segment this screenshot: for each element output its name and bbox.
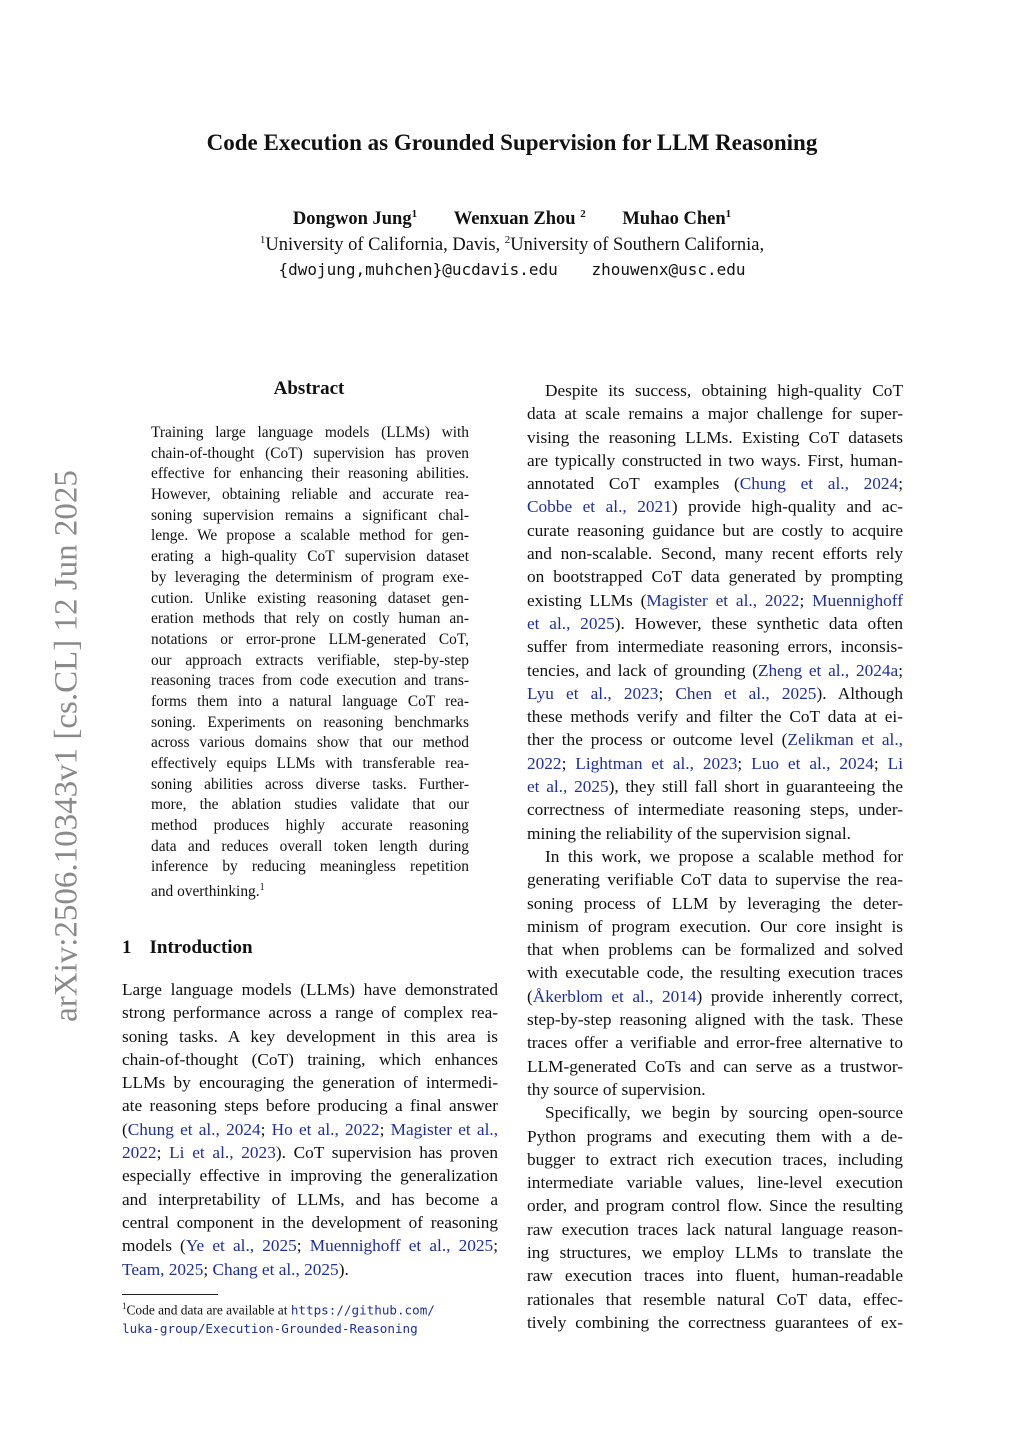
abstract-line: soning abilities across diverse tasks. Further- (151, 775, 469, 793)
abstract-line: inference by reducing meaningless repetition (151, 858, 469, 876)
citation-link[interactable]: Ye et al., 2025 (185, 1236, 297, 1256)
abstract-line: and overthinking.$^1$ (151, 882, 265, 901)
arxiv-stamp: arXiv:2506.10343v1 [cs.CL] 12 Jun 2025 (48, 470, 85, 1022)
body-line: and non-scalable. Second, many recent efforts rely (527, 544, 903, 564)
citation-link[interactable]: Team, 2025 (122, 1259, 204, 1279)
body-line: Despite its success, obtaining high-quality CoT (545, 381, 903, 400)
abstract-line: effectively equips LLMs with transferable rea- (151, 755, 469, 772)
footnote-rule (122, 1294, 218, 1295)
intro-line: central component in the development of reasoning (122, 1212, 498, 1232)
abstract-body (151, 423, 469, 899)
abstract-line: lenge. We propose a scalable method for gen- (151, 527, 469, 545)
citation-link[interactable]: Chung et al., 2024 (127, 1119, 261, 1139)
author-3: Muhao Chen$^1$ (622, 208, 732, 230)
intro-line: especially effective in improving the generalization (122, 1166, 498, 1186)
body-line: vising the reasoning LLMs. Existing CoT datasets (527, 427, 903, 447)
body-line: soning process of LLM by leveraging the deter- (527, 893, 903, 913)
section-heading-introduction: 1 Introduction (122, 937, 253, 958)
body-line: Specifically, we begin by sourcing open-source (545, 1103, 903, 1123)
body-line: thy source of supervision. (527, 1079, 706, 1099)
citation-link[interactable]: Zelikman et al., (787, 730, 903, 750)
body-line: tively combining the correctness guarantees of ex- (527, 1312, 903, 1332)
citation-link[interactable]: Cobbe et al., 2021 (527, 497, 672, 517)
body-line: existing LLMs (Magister et al., 2022; Muennighoff (527, 590, 903, 610)
body-line: step-by-step reasoning aligned with the task. These (527, 1010, 903, 1030)
body-line: tencies, and lack of grounding (Zheng et al., 2024a; (527, 660, 903, 680)
abstract-line: eration methods that rely on costly human an- (151, 610, 469, 628)
abstract-line: notations or error-prone LLM-generated CoT, (151, 630, 469, 648)
intro-line: and interpretability of LLMs, and has become a (122, 1189, 498, 1209)
citation-link[interactable]: et al., 2025 (527, 777, 609, 797)
body-line: annotated CoT examples (Chung et al., 2024; (527, 474, 903, 494)
body-line: Cobbe et al., 2021) provide high-quality and ac- (527, 497, 903, 517)
introduction-body (122, 978, 498, 1281)
footnote-marker[interactable]: 1 (259, 882, 265, 894)
abstract-line: effective for enhancing their reasoning abilities. (151, 465, 469, 483)
intro-line: Large language models (LLMs) have demonstrated (122, 980, 498, 999)
citation-link[interactable]: Chen et al., 2025 (675, 683, 817, 703)
citation-link[interactable]: Zheng et al., 2024a (757, 660, 899, 680)
body-line: et al., 2025). However, these synthetic data often (527, 613, 903, 633)
abstract-line: soning supervision remains a significant chal- (151, 506, 469, 524)
intro-line: chain-of-thought (CoT) training, which enhances (122, 1049, 498, 1069)
body-line: In this work, we propose a scalable method for (545, 846, 903, 866)
body-line: correctness of intermediate reasoning steps, under- (527, 800, 903, 820)
citation-link[interactable]: Magister et al., (390, 1119, 499, 1139)
body-line: curate reasoning guidance but are costly to acquire (527, 520, 903, 540)
right-column-body (527, 379, 903, 1334)
body-line: (Åkerblom et al., 2014) provide inherently correct, (527, 986, 903, 1006)
abstract-line: across various domains show that our method (151, 734, 469, 752)
author-emails (0, 260, 1024, 279)
intro-line: strong performance across a range of complex rea- (122, 1003, 498, 1023)
citation-link[interactable]: Chung et al., 2024 (739, 474, 899, 494)
citation-link[interactable]: Li et al., 2023 (169, 1143, 276, 1163)
paper-title: Code Execution as Grounded Supervision for LLM Reasoning (206, 130, 818, 155)
abstract-line: soning. Experiments on reasoning benchmarks (151, 713, 469, 731)
abstract-line: more, the ablation studies validate that our (151, 796, 469, 814)
body-line: suffer from intermediate reasoning errors, inconsis- (527, 637, 903, 657)
body-line: order, and program control flow. Since the resulting (527, 1196, 903, 1216)
author-1: Dongwon Jung$^1$ (292, 208, 418, 230)
body-line: rationales that resemble natural CoT data, effec- (527, 1289, 903, 1309)
abstract-line: cution. Unlike existing reasoning dataset gen- (151, 589, 469, 607)
body-line: generating verifiable CoT data to supervise the rea- (527, 870, 903, 890)
body-line: ther the process or outcome level (Zelikman et al., (527, 730, 903, 750)
abstract-line: Training large language models (LLMs) with (151, 424, 469, 441)
body-line: intermediate variable values, line-level execution (527, 1173, 903, 1193)
email-2: zhouwenx@usc.edu (591, 260, 746, 279)
abstract-line: However, obtaining reliable and accurate rea- (151, 486, 469, 504)
footnote-link[interactable]: https://github.com/ (290, 1302, 435, 1318)
abstract-line: by leveraging the determinism of program exe- (151, 568, 469, 586)
intro-line: Team, 2025; Chang et al., 2025). (122, 1259, 349, 1279)
body-line: data at scale remains a major challenge for super- (527, 404, 903, 424)
intro-line: soning tasks. A key development in this area is (122, 1026, 498, 1046)
affiliations: $^1$University of California, Davis, $^2$University of Southern California, (259, 234, 765, 256)
intro-line: (Chung et al., 2024; Ho et al., 2022; Magister et al., (122, 1119, 499, 1139)
body-line: are typically constructed in two ways. First, human- (527, 450, 903, 470)
citation-link[interactable]: Åkerblom et al., 2014 (532, 986, 697, 1006)
intro-line: 2022; Li et al., 2023). CoT supervision has proven (122, 1143, 498, 1163)
body-line: ing structures, we employ LLMs to translate the (527, 1242, 903, 1262)
citation-link[interactable]: Luo et al., 2024 (751, 753, 874, 773)
intro-line: models (Ye et al., 2025; Muennighoff et al., 2025; (122, 1236, 498, 1256)
citation-link[interactable]: Lightman et al., 2023 (575, 753, 738, 773)
body-line: these methods verify and filter the CoT data at ei- (527, 707, 903, 727)
author-list (0, 208, 1024, 230)
body-line: raw execution traces into fluent, human-readable (527, 1266, 903, 1286)
citation-link[interactable]: Lyu et al., 2023 (527, 683, 659, 703)
email-1: {dwojung,muhchen}@ucdavis.edu (278, 260, 558, 279)
citation-link[interactable]: Ho et al., 2022 (271, 1119, 380, 1139)
citation-link[interactable]: Chang et al., 2025 (212, 1259, 339, 1279)
body-line: that when problems can be formalized and solved (527, 940, 903, 960)
abstract-line: method produces highly accurate reasoning (151, 817, 469, 835)
abstract-line: data and reduces overall token length during (151, 837, 469, 855)
body-line: Lyu et al., 2023; Chen et al., 2025). Although (527, 683, 903, 703)
abstract-line: reasoning traces from code execution and trans- (151, 672, 469, 690)
citation-link[interactable]: Muennighoff et al., 2025 (309, 1236, 494, 1256)
body-line: 2022; Lightman et al., 2023; Luo et al., 2024; Li (527, 753, 904, 773)
body-line: Python programs and executing them with a de- (527, 1126, 903, 1146)
body-line: traces offer a verifiable and error-free alternative to (527, 1033, 903, 1053)
abstract-heading: Abstract (273, 378, 345, 399)
citation-link[interactable]: Muennighoff (812, 590, 903, 610)
citation-link[interactable]: 2022 (527, 753, 562, 773)
body-line: on bootstrapped CoT data generated by prompting (527, 567, 903, 587)
abstract-line: our approach extracts verifiable, step-by-step (151, 651, 469, 669)
author-2: Wenxuan Zhou $^2$ (453, 208, 586, 230)
body-line: et al., 2025), they still fall short in guaranteeing the (527, 777, 903, 797)
body-line: minism of program execution. Our core insight is (527, 916, 903, 936)
abstract-line: chain-of-thought (CoT) supervision has proven (151, 444, 469, 462)
body-line: bugger to extract rich execution traces, including (527, 1149, 903, 1169)
body-line: with executable code, the resulting execution traces (527, 963, 903, 983)
citation-link[interactable]: Magister et al., 2022 (646, 590, 800, 610)
footnote: $^1$Code and data are available at https://github.com/ luka-group/Execution-Grounded-Reasoning (122, 1301, 435, 1336)
body-line: raw execution traces lack natural language reason- (527, 1219, 903, 1239)
citation-link[interactable]: Li (887, 753, 904, 773)
abstract-line: erating a high-quality CoT supervision dataset (151, 548, 469, 566)
body-line: mining the reliability of the supervision signal. (527, 823, 851, 843)
citation-link[interactable]: 2022 (122, 1143, 157, 1163)
intro-line: ate reasoning steps before producing a final answer (122, 1096, 498, 1116)
abstract-line: forms them into a natural language CoT rea- (151, 692, 469, 710)
footnote-link-cont[interactable]: luka-group/Execution-Grounded-Reasoning (122, 1320, 418, 1336)
body-line: LLM-generated CoTs and can serve as a trustwor- (527, 1056, 903, 1076)
citation-link[interactable]: et al., 2025 (527, 613, 615, 633)
intro-line: LLMs by encouraging the generation of intermedi- (122, 1073, 498, 1093)
